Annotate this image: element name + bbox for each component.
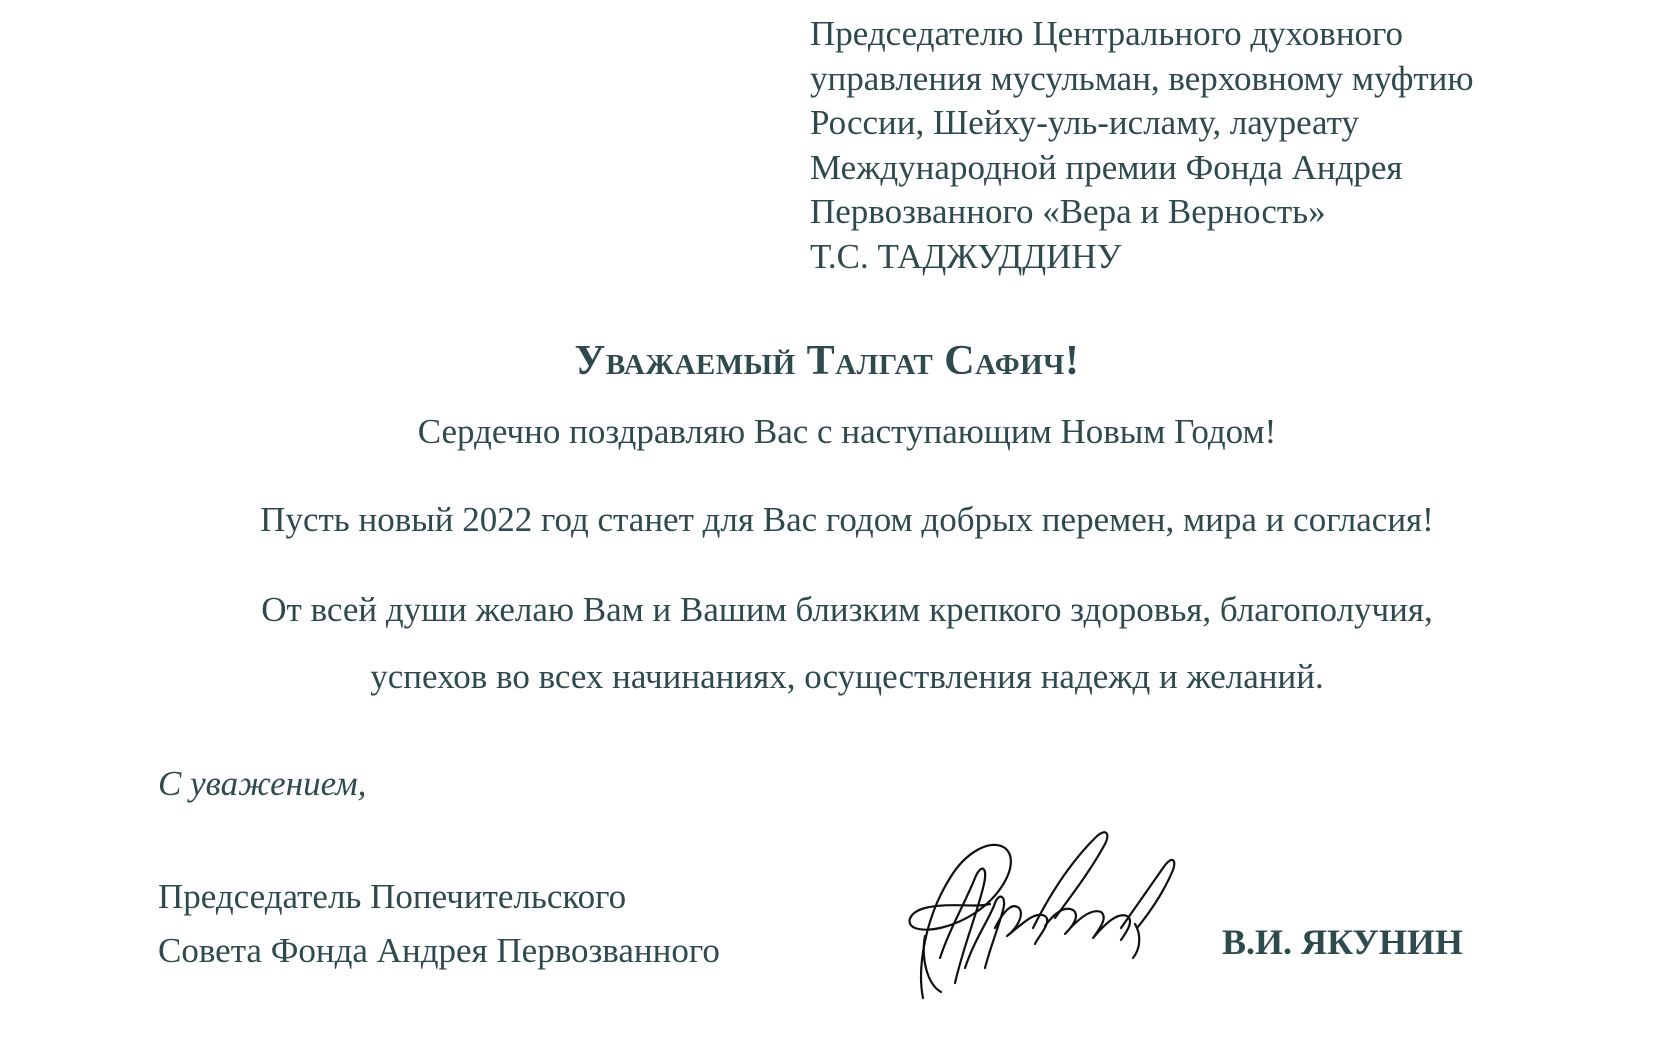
body-line: Сердечно поздравляю Вас с наступающим Новым Годом! xyxy=(417,412,1277,451)
signer-title-line: Совета Фонда Андрея Первозванного xyxy=(158,931,720,970)
addressee-block xyxy=(810,12,1610,279)
addressee-line: Председателю Центрального духовного xyxy=(810,14,1404,53)
addressee-line: Международной премии Фонда Андрея xyxy=(810,147,1403,187)
signer-title-line: Председатель Попечительского xyxy=(158,877,627,916)
salutation-heading: Уважаемый Талгат Сафич! xyxy=(574,338,1080,384)
body-line: успехов во всех начинаниях, осуществления надежд и желаний. xyxy=(370,657,1324,696)
closing-phrase: С уважением, xyxy=(158,764,367,803)
signer-title xyxy=(158,870,720,978)
body-line: Пусть новый 2022 год станет для Вас годом добрых перемен, мира и согласия! xyxy=(260,500,1434,539)
addressee-line: России, Шейху-уль-исламу, лауреату xyxy=(810,103,1359,142)
addressee-line: Первозванного «Вера и Верность» xyxy=(810,192,1326,231)
signer-name: В.И. ЯКУНИН xyxy=(1222,922,1463,962)
addressee-line: управления мусульман, верховному муфтию xyxy=(810,58,1474,98)
addressee-name: Т.С. ТАДЖУДДИНУ xyxy=(810,236,1122,276)
body-line: От всей души желаю Вам и Вашим близким крепкого здоровья, благополучия, xyxy=(261,590,1433,629)
handwritten-signature xyxy=(895,808,1185,1008)
